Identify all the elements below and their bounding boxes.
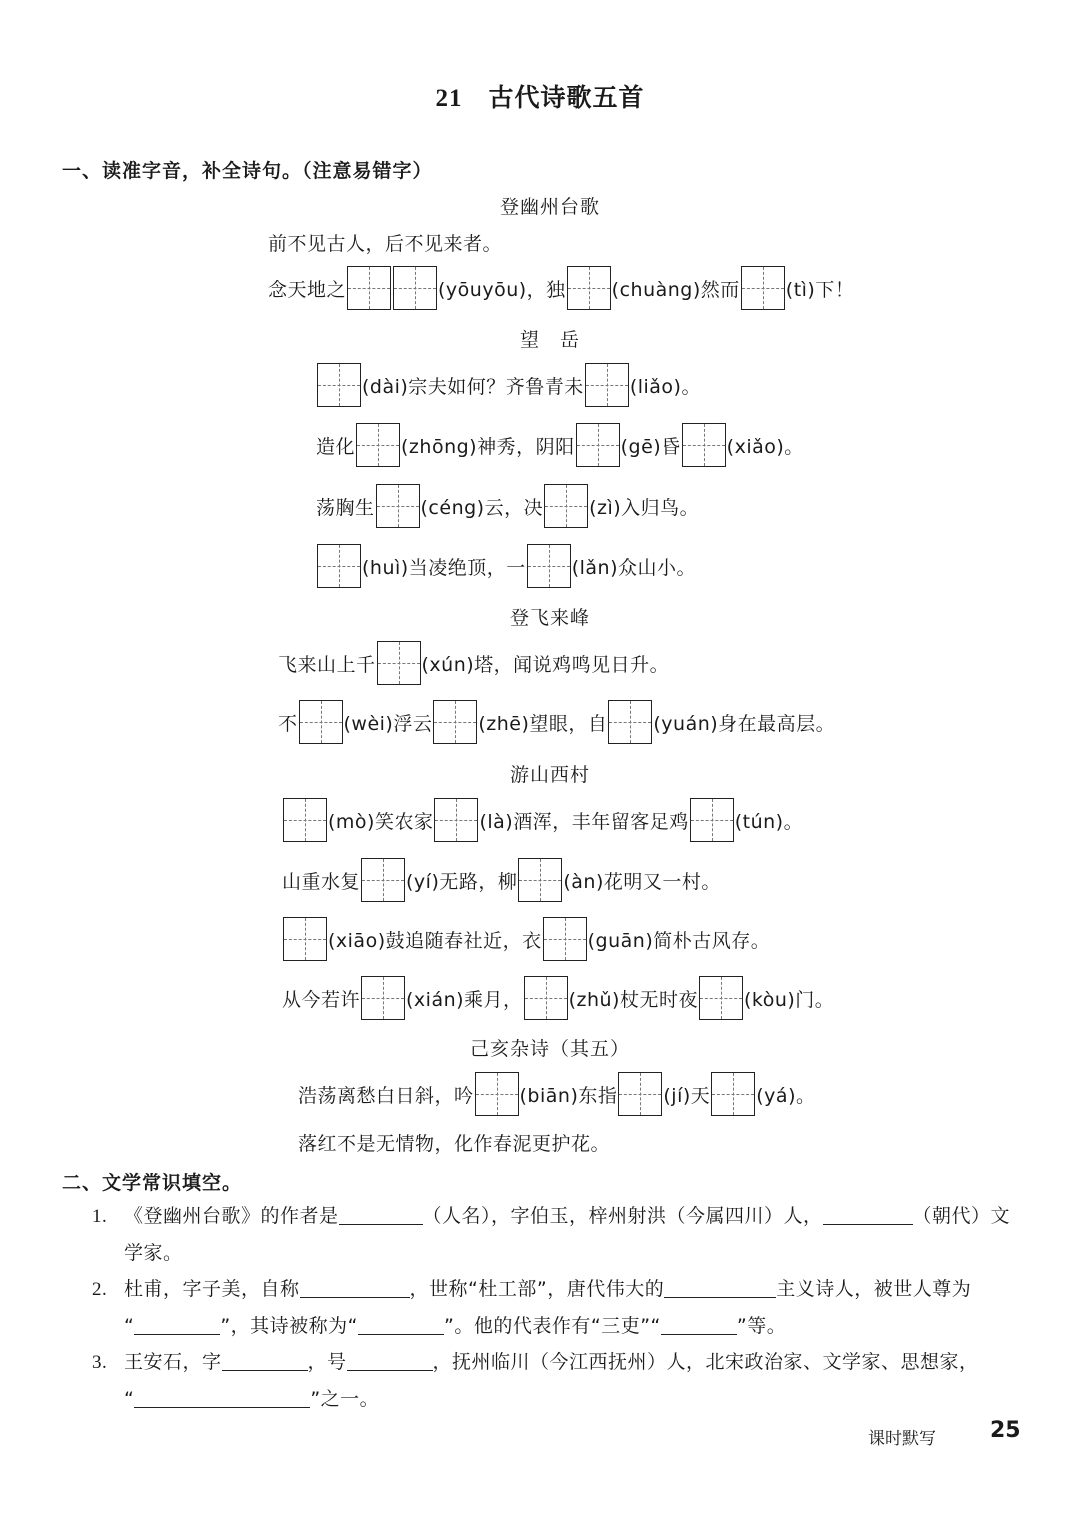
text: ”。他的代表作有“三吏”“ [444, 1315, 661, 1337]
answer-blank[interactable] [358, 1314, 444, 1335]
char-box[interactable] [376, 484, 420, 528]
answer-blank[interactable] [347, 1350, 433, 1371]
poem2-line3 [316, 482, 699, 530]
text: ”等。 [736, 1315, 787, 1337]
char-box[interactable] [608, 700, 652, 744]
char-box[interactable] [741, 266, 785, 310]
char-box[interactable] [434, 798, 478, 842]
text: 不 [278, 712, 298, 735]
pinyin-text: (zì)入归鸟。 [589, 496, 700, 519]
text: 杜甫，字子美，自称 [124, 1278, 300, 1300]
char-box[interactable] [527, 544, 571, 588]
question-3 [92, 1344, 1022, 1417]
pinyin-text: (àn)花明又一村。 [563, 870, 721, 893]
text: 念天地之 [268, 278, 347, 301]
poem5-line2 [298, 1118, 610, 1166]
poem5-line1 [298, 1070, 815, 1118]
char-box[interactable] [543, 917, 587, 961]
answer-blank[interactable] [339, 1204, 423, 1225]
poem2-line2 [316, 421, 804, 469]
poem-title-1: 登幽州台歌 [499, 196, 600, 218]
text: 《登幽州台歌》的作者是 [124, 1205, 339, 1227]
poem1-line2 [268, 264, 854, 312]
poem3-line2 [278, 698, 835, 746]
char-box[interactable] [518, 858, 562, 902]
text: “ [124, 1388, 135, 1410]
poem4-line1 [282, 796, 803, 844]
char-box[interactable] [347, 266, 391, 310]
answer-blank[interactable] [664, 1277, 776, 1298]
char-box[interactable] [682, 423, 726, 467]
pinyin-text: (xián)乘月， [406, 988, 523, 1011]
poem4-line3 [282, 915, 770, 963]
char-box[interactable] [576, 423, 620, 467]
char-box[interactable] [618, 1072, 662, 1116]
answer-blank[interactable] [222, 1350, 308, 1371]
poem-title-4: 游山西村 [509, 764, 590, 786]
char-box[interactable] [361, 976, 405, 1020]
answer-blank[interactable] [134, 1387, 310, 1408]
char-box[interactable] [356, 423, 400, 467]
pinyin-text: (xiǎo)。 [726, 435, 804, 458]
char-box[interactable] [544, 484, 588, 528]
pinyin-text: (tì)下！ [785, 278, 855, 301]
text: 王安石，字 [124, 1351, 222, 1373]
char-box[interactable] [524, 976, 568, 1020]
char-box[interactable] [699, 976, 743, 1020]
lesson-name: 古代诗歌五首 [488, 83, 645, 112]
answer-blank[interactable] [823, 1204, 913, 1225]
char-box[interactable] [567, 266, 611, 310]
char-box[interactable] [690, 798, 734, 842]
text: （人名），字伯玉，梓州射洪（今属四川）人， [422, 1205, 823, 1227]
pinyin-text: (zhǔ)杖无时夜 [568, 988, 698, 1011]
poem4-line4 [282, 974, 834, 1022]
text: “ [124, 1315, 135, 1337]
pinyin-text: (huì)当凌绝顶，一 [362, 556, 526, 579]
pinyin-text: (zhē)望眼，自 [478, 712, 608, 735]
char-box[interactable] [317, 363, 361, 407]
answer-blank[interactable] [661, 1314, 737, 1335]
char-box[interactable] [283, 917, 327, 961]
pinyin-text: (guān)简朴古风存。 [587, 929, 771, 952]
question-2 [92, 1271, 1022, 1344]
pinyin-text: (gē)昏 [620, 435, 681, 458]
footer-label: 课时默写 [868, 1429, 936, 1449]
poem2-line4 [316, 542, 696, 590]
char-box[interactable] [711, 1072, 755, 1116]
question-number: 3. [92, 1352, 108, 1373]
text: 山重水复 [282, 870, 361, 893]
pinyin-text: (xiāo)鼓追随春社近，衣 [328, 929, 542, 952]
poem5-line2-text: 落红不是无情物，化作春泥更护花。 [298, 1132, 611, 1155]
pinyin-text: (yí)无路，柳 [406, 870, 518, 893]
poem-title-5: 己亥杂诗（其五） [469, 1038, 630, 1060]
poem1-line1-text: 前不见古人，后不见来者。 [268, 232, 503, 255]
text: 造化 [316, 435, 356, 458]
poem-title-2: 望 岳 [519, 329, 580, 351]
pinyin-text: (biān)东指 [519, 1084, 618, 1107]
poem2-line1 [316, 361, 701, 409]
char-box[interactable] [393, 266, 437, 310]
lesson-title [0, 78, 1080, 114]
text: ，世称“杜工部”，唐代伟大的 [409, 1278, 665, 1300]
char-box[interactable] [299, 700, 343, 744]
text: 学家。 [124, 1242, 183, 1264]
pinyin-text: (dài)宗夫如何？齐鲁青未 [362, 375, 584, 398]
answer-blank[interactable] [300, 1277, 410, 1298]
answer-blank[interactable] [134, 1314, 220, 1335]
char-box[interactable] [317, 544, 361, 588]
text: ，号 [307, 1351, 347, 1373]
lesson-number: 21 [435, 85, 463, 112]
poem3-line1 [278, 639, 669, 687]
text: 浩荡离愁白日斜，吟 [298, 1084, 474, 1107]
section-two-heading: 二、文学常识填空。 [62, 1172, 243, 1194]
pinyin-text: (mò)笑农家 [328, 810, 434, 833]
poem-title-3: 登飞来峰 [509, 607, 590, 629]
text: 从今若许 [282, 988, 361, 1011]
pinyin-text: (zhōng)神秀，阴阳 [401, 435, 575, 458]
pinyin-text: (yuán)身在最高层。 [653, 712, 836, 735]
section-one-heading: 一、读准字音，补全诗句。（注意易错字） [62, 160, 433, 182]
pinyin-text: (chuàng)然而 [611, 278, 740, 301]
text: ”之一。 [310, 1388, 380, 1410]
pinyin-text: (kòu)门。 [743, 988, 835, 1011]
pinyin-text: (lǎn)众山小。 [571, 556, 696, 579]
char-box[interactable] [585, 363, 629, 407]
pinyin-text: (jí)天 [663, 1084, 711, 1107]
pinyin-text: (xún)塔，闻说鸡鸣见日升。 [421, 653, 670, 676]
text: （朝代）文 [912, 1205, 1011, 1227]
question-number: 2. [92, 1279, 108, 1300]
pinyin-text: (tún)。 [734, 810, 804, 833]
pinyin-text: (yōuyōu)，独 [438, 278, 566, 301]
pinyin-text: (là)酒浑，丰年留客足鸡 [479, 810, 689, 833]
pinyin-text: (wèi)浮云 [343, 712, 433, 735]
char-box[interactable] [433, 700, 477, 744]
text: 飞来山上千 [278, 653, 376, 676]
question-1 [92, 1198, 1022, 1271]
text: ”，其诗被称为“ [220, 1315, 359, 1337]
poem1-line1 [268, 218, 502, 266]
page-number: 25 [990, 1418, 1021, 1443]
poem4-line2 [282, 856, 721, 904]
question-number: 1. [92, 1206, 108, 1227]
text: 荡胸生 [316, 496, 375, 519]
text: 主义诗人，被世人尊为 [776, 1278, 972, 1300]
char-box[interactable] [283, 798, 327, 842]
text: ，抚州临川（今江西抚州）人，北宋政治家、文学家、思想家， [432, 1351, 979, 1373]
pinyin-text: (yá)。 [756, 1084, 816, 1107]
char-box[interactable] [475, 1072, 519, 1116]
pinyin-text: (céng)云，决 [420, 496, 544, 519]
char-box[interactable] [361, 858, 405, 902]
pinyin-text: (liǎo)。 [629, 375, 701, 398]
char-box[interactable] [377, 641, 421, 685]
